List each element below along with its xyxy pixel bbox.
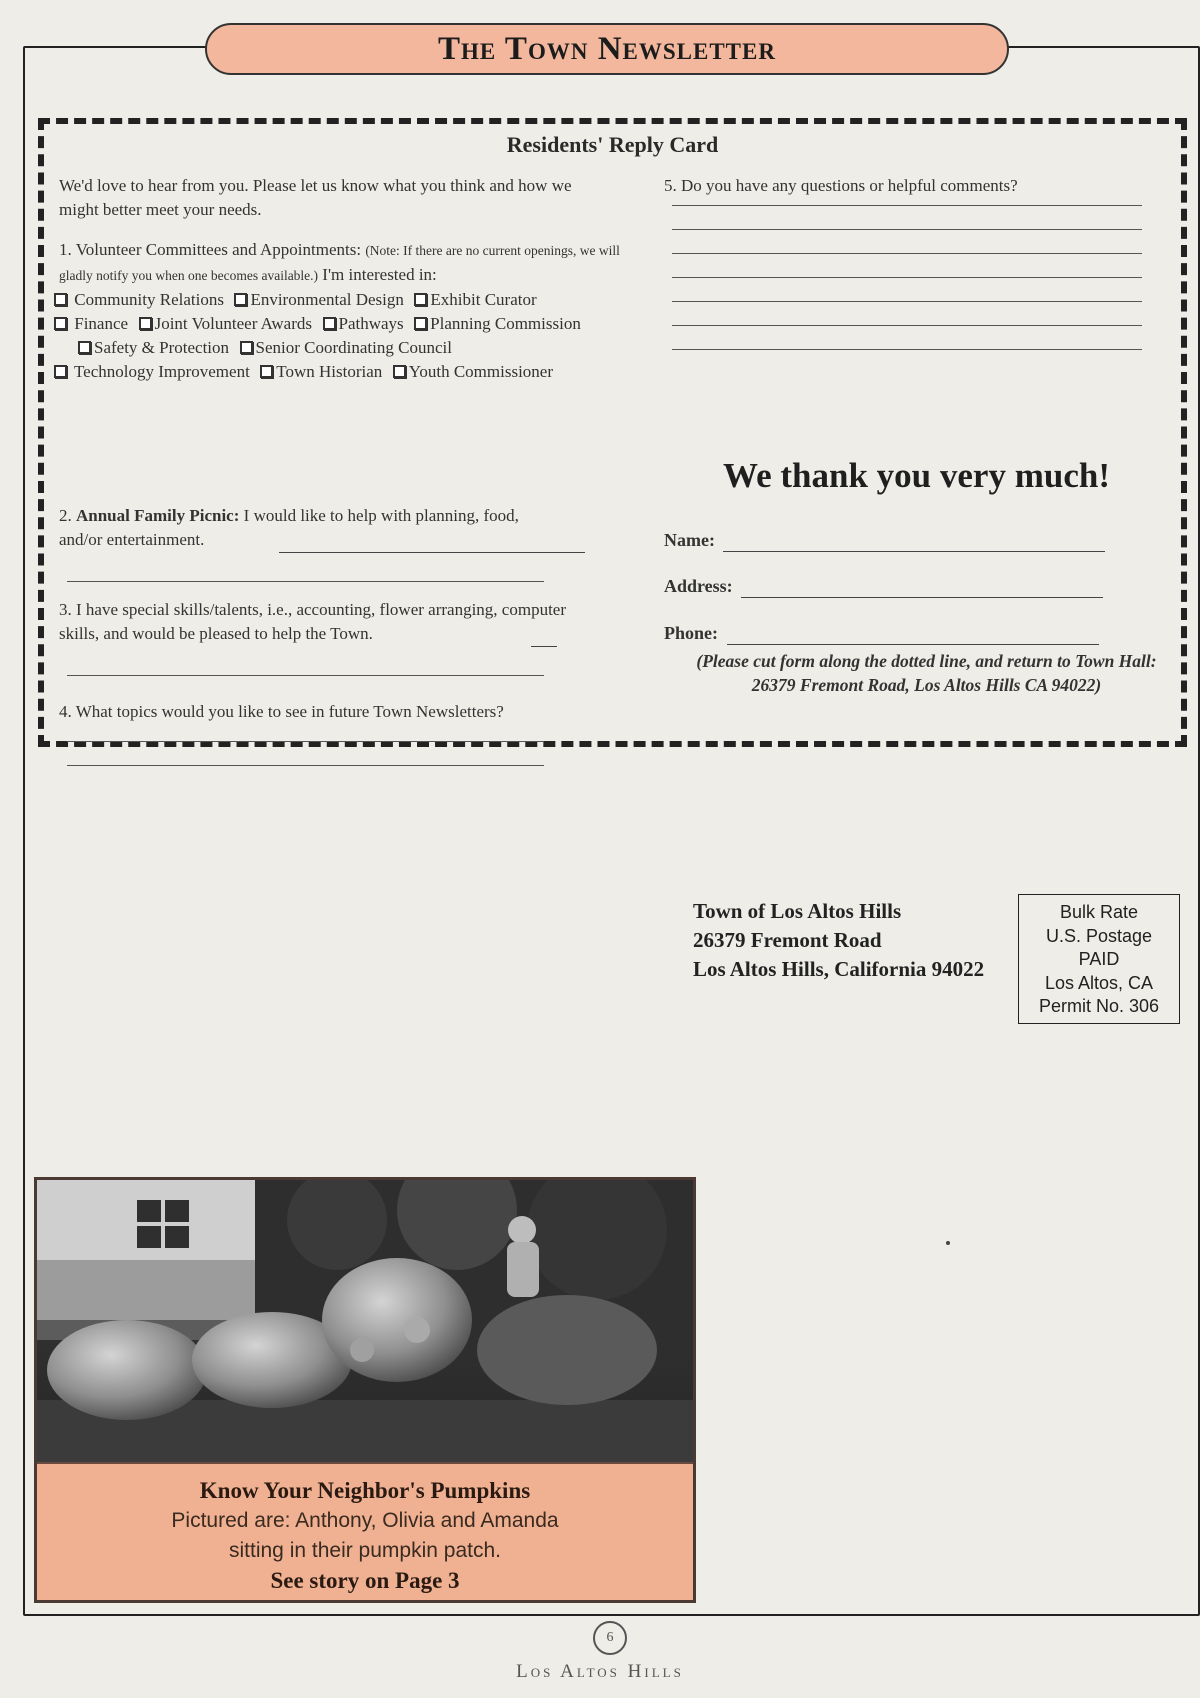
postage-line: Permit No. 306 [1038,996,1160,1016]
page-number: 6 [593,1621,627,1655]
checkbox-community-relations[interactable] [54,293,67,306]
child-figure [508,1216,536,1244]
reply-card-left-column [59,174,641,721]
phone-input-line[interactable] [727,624,1099,645]
mailing-address [693,897,984,984]
option-label: Technology Improvement [73,362,250,381]
checkbox-technology-improvement[interactable] [54,365,67,378]
address-field [664,574,1103,598]
phone-field [664,621,1099,645]
q5-answer-line[interactable] [672,228,1142,230]
q5-text: 5. Do you have any questions or helpful comments? [664,176,1018,195]
caption-title: Know Your Neighbor's Pumpkins [199,1478,531,1503]
checkbox-exhibit-curator[interactable] [414,293,427,306]
address-line: Town of Los Altos Hills [693,899,902,923]
pumpkin-photo [37,1180,693,1462]
option-label: Finance [74,314,129,333]
name-label: Name: [664,530,715,550]
postage-line: PAID [1078,949,1120,969]
q1-lead: 1. Volunteer Committees and Appointments: [59,240,366,259]
newsletter-masthead: The Town Newsletter [205,23,1009,75]
intro-text: We'd love to hear from you. Please let us know what you think and how we might better meet your needs. [59,176,572,219]
q2-answer-line-1[interactable] [279,532,585,553]
address-input-line[interactable] [741,577,1103,598]
reply-card-title: Residents' Reply Card [506,132,719,157]
option-label: Community Relations [74,290,224,309]
checkbox-joint-volunteer-awards[interactable] [139,317,152,330]
question-3 [59,598,569,676]
return-instructions: (Please cut form along the dotted line, and return to Town Hall: 26379 Fremont Road, Los Altos Hills CA 94022) [696,651,1157,695]
pumpkin-photo-box [34,1177,696,1603]
window-mullion [137,1222,189,1226]
address-line: 26379 Fremont Road [693,928,882,952]
postage-line: Bulk Rate [1059,902,1139,922]
checkbox-planning-commission[interactable] [414,317,427,330]
option-label: Planning Commission [430,314,581,333]
caption-body: sitting in their pumpkin patch. [229,1539,501,1562]
child-figure [404,1317,430,1343]
pumpkin [322,1258,472,1382]
q5-answer-line[interactable] [672,252,1142,254]
q5-answer-line[interactable] [672,300,1142,302]
postage-line: U.S. Postage [1045,925,1153,946]
option-label: Exhibit Curator [430,290,537,309]
photo-caption [37,1462,693,1600]
address-line: Los Altos Hills, California 94022 [693,957,985,981]
option-label: Youth Commissioner [408,362,554,381]
q5-answer-line[interactable] [672,348,1142,350]
reply-card [38,118,1187,747]
phone-label: Phone: [664,623,718,643]
address-label: Address: [664,576,733,596]
stray-dot [946,1241,950,1245]
caption-story-link: See story on Page 3 [270,1568,460,1593]
question-1 [59,238,641,288]
checkbox-pathways[interactable] [323,317,336,330]
option-label: Pathways [338,314,404,333]
q2-text: I would like to help with planning, food, and/or entertainment. [59,506,519,549]
checkbox-safety-protection[interactable] [78,341,91,354]
pumpkin [47,1320,207,1420]
postage-indicia [1018,894,1180,1024]
checkbox-environmental-design[interactable] [234,293,247,306]
q4-answer-line-1[interactable] [67,740,544,742]
q4-text: 4. What topics would you like to see in future Town Newsletters? [59,702,504,721]
question-2 [59,504,559,582]
q2-number: 2. [59,506,72,525]
q2-bold: Annual Family Picnic: [76,506,240,525]
checkbox-senior-coordinating-council[interactable] [240,341,253,354]
name-input-line[interactable] [723,531,1105,552]
name-field [664,528,1105,552]
pumpkin [477,1295,657,1405]
footer-town-name: Los Altos Hills [516,1661,684,1682]
q1-tail: I'm interested in: [318,265,437,284]
postage-line: Los Altos, CA [1044,972,1154,993]
q5-answer-line[interactable] [672,324,1142,326]
q4-answer-line-2[interactable] [67,764,544,766]
caption-body: Pictured are: Anthony, Olivia and Amanda [171,1509,559,1532]
thank-you-heading: We thank you very much! [723,456,1110,495]
q1-note: (Note: If there are no current openings, we will gladly notify you when one becomes available.) [59,243,620,283]
q1-options [52,288,641,384]
option-label: Safety & Protection [94,338,230,357]
option-label: Environmental Design [250,290,404,309]
checkbox-finance[interactable] [54,317,67,330]
q3-text: 3. I have special skills/talents, i.e., accounting, flower arranging, computer skills, and would be pleased to help the Town. [59,600,567,643]
q3-answer-line-1[interactable] [531,626,557,647]
option-label: Joint Volunteer Awards [154,314,312,333]
reply-card-right-column [664,174,1169,643]
q2-answer-line-2[interactable] [67,580,544,582]
q5-answer-line[interactable] [672,276,1142,278]
q3-answer-line-2[interactable] [67,674,544,676]
checkbox-youth-commissioner[interactable] [393,365,406,378]
child-figure [350,1338,374,1362]
checkbox-town-historian[interactable] [260,365,273,378]
child-figure [507,1242,539,1297]
q5-answer-line[interactable] [672,204,1142,206]
question-4 [59,700,599,766]
option-label: Town Historian [276,362,383,381]
option-label: Senior Coordinating Council [255,338,452,357]
